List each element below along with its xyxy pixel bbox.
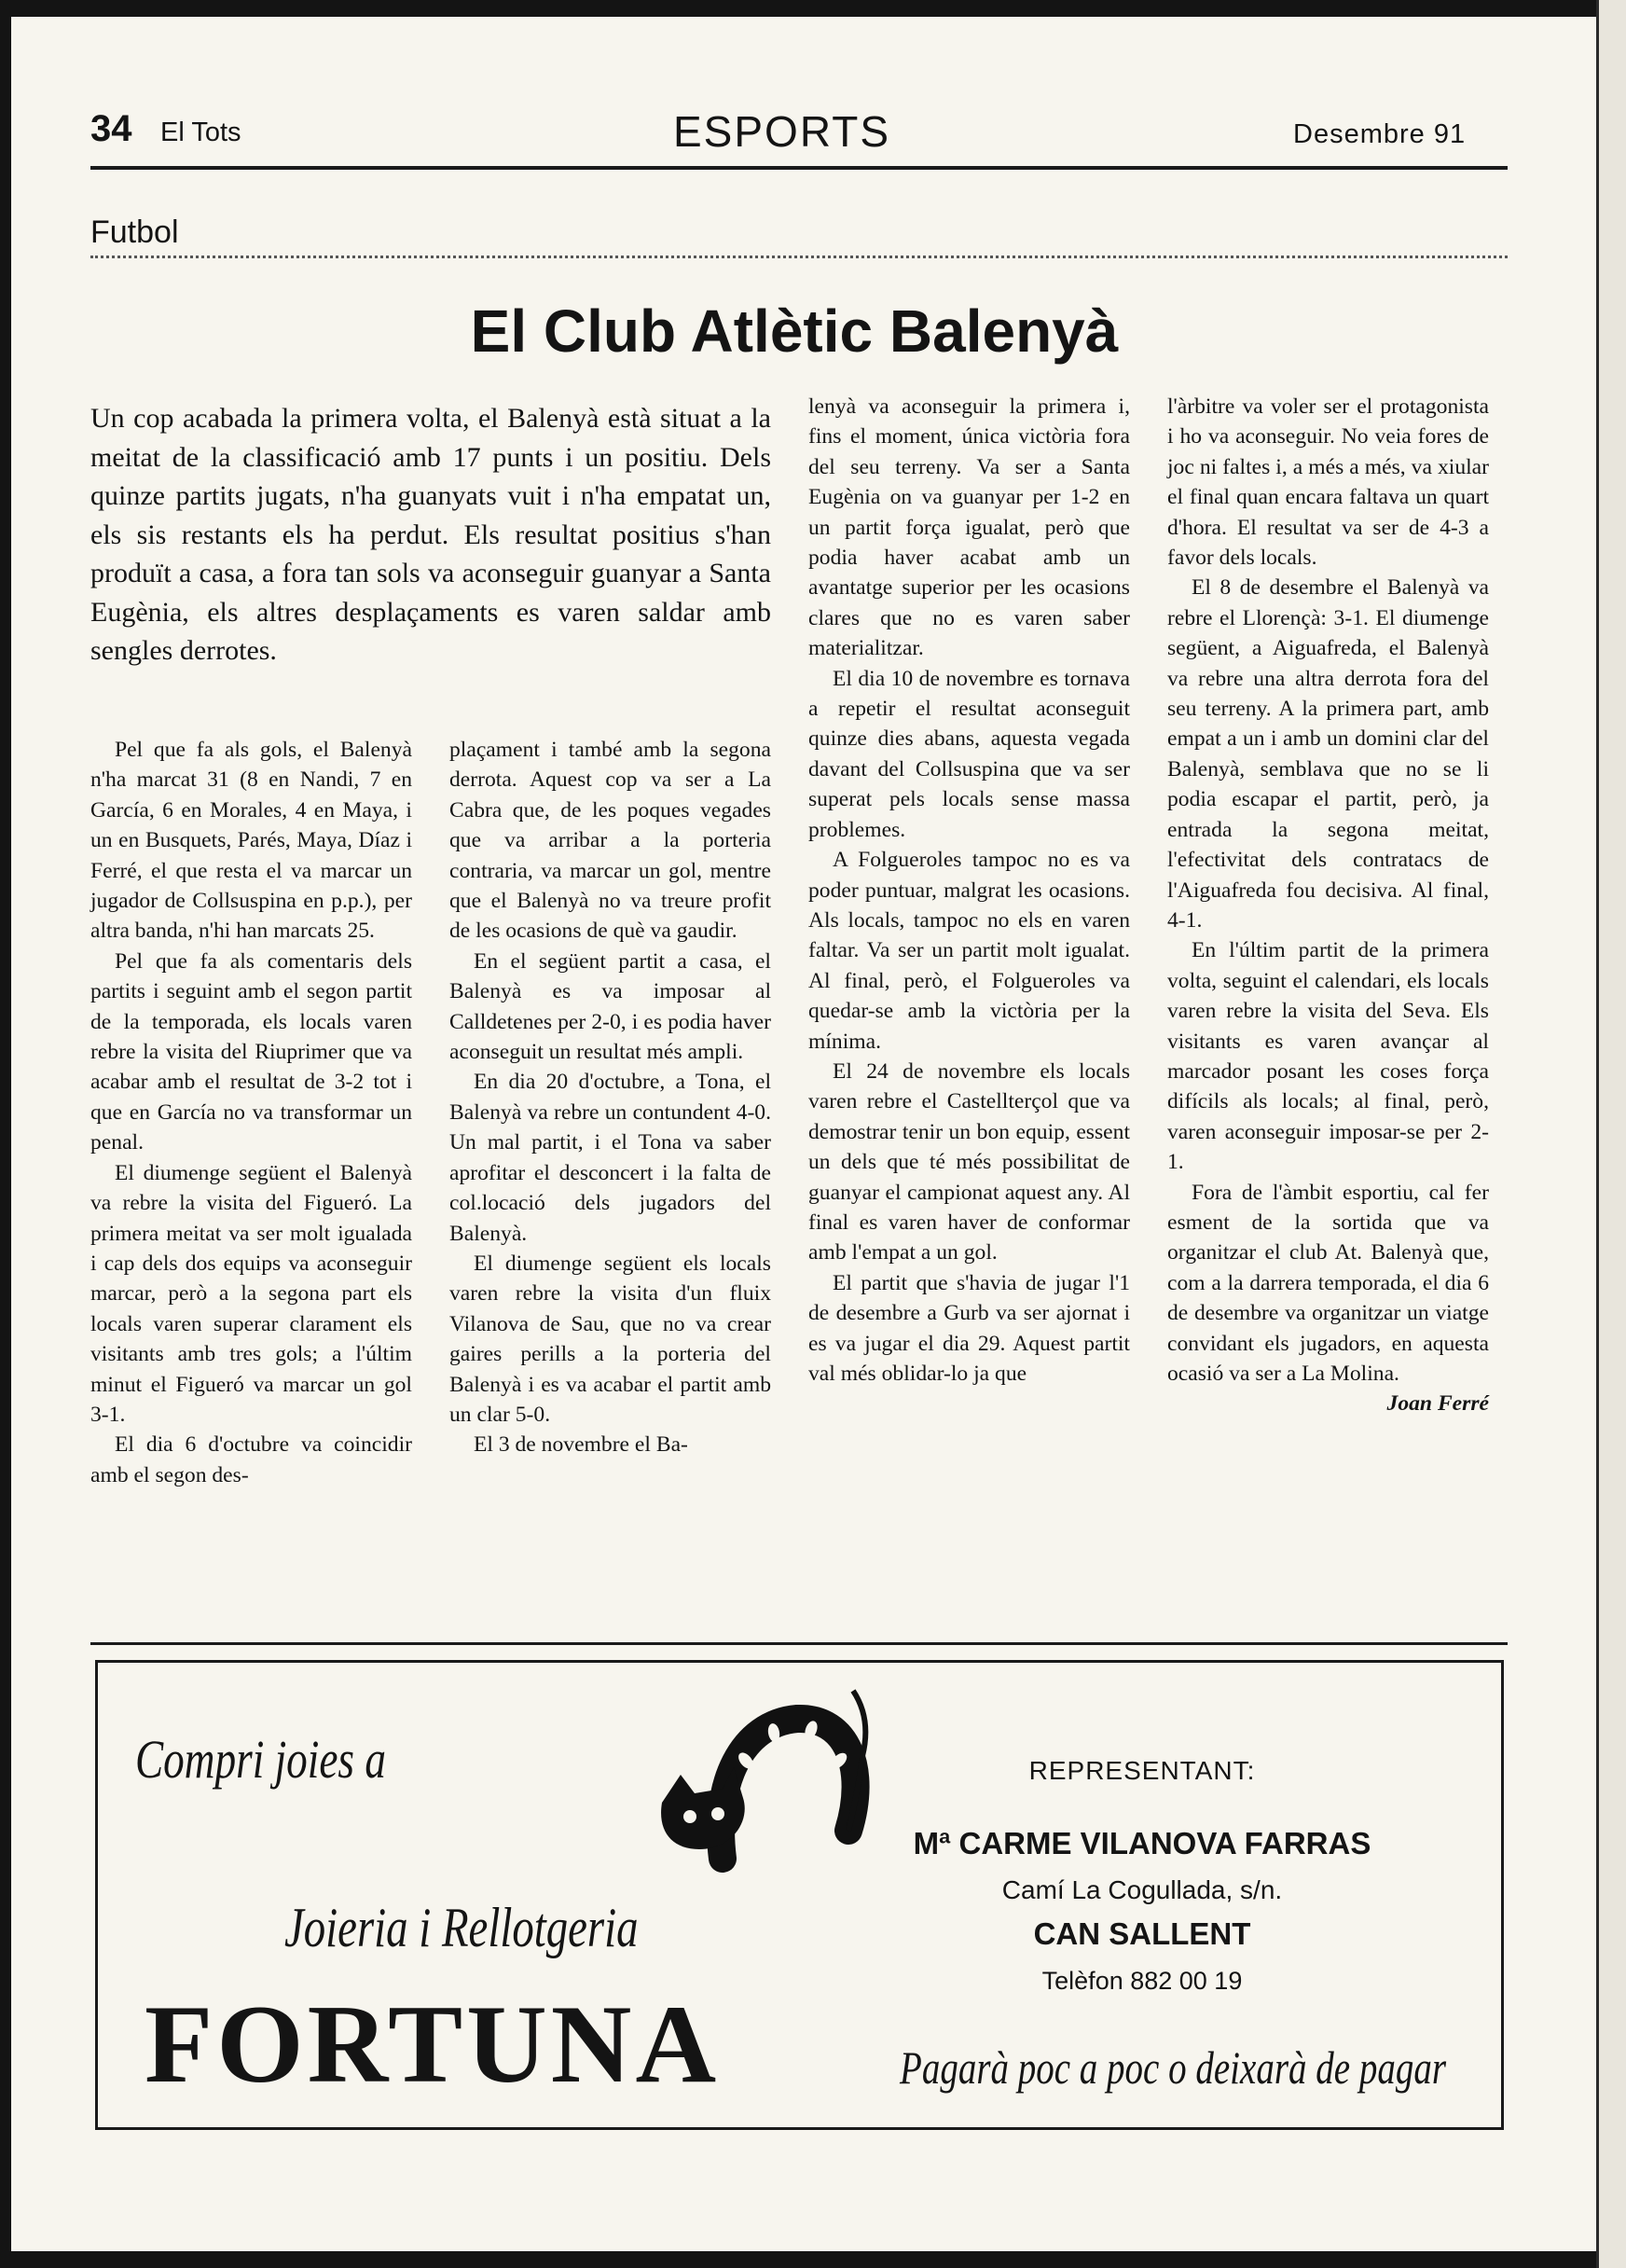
paragraph: El 24 de novembre els locals varen rebre el Castellterçol que va demostrar tenir un bon equip, essent un dels que té més possibilitat de guanyar el campionat aquest any. Al final es varen haver de conformar amb l'empat a un gol. — [808, 1058, 1130, 1265]
paragraph: El diumenge següent el Balenyà va rebre la visita del Figueró. La primera meitat va ser molt igualada i cap dels dos equips va aconseguir marcar, però a la segona part els locals varen superar clarament els visitants amb tres gols; a l'últim minut el Figueró va marcar un gol 3-1. — [90, 1160, 412, 1427]
ad-representative-name: Mª CARME VILANOVA FARRAS — [913, 1826, 1371, 1860]
next-page-edge — [1596, 0, 1626, 2268]
publication-name: El Tots — [160, 118, 241, 147]
paragraph: l'àrbitre va voler ser el protagonista i ho va aconseguir. No veia fores de joc ni faltes i, a més a més, va xiular el final quan encara faltava un quart d'hora. El resultat va ser de 4-3 a favor dels locals. — [1167, 394, 1489, 571]
article-column-3 — [808, 392, 1130, 1632]
paragraph: En l'últim partit de la primera volta, seguint el calendari, els locals varen rebre la visita del Seva. Els visitants es varen avançar al marcador posant les coses força difícils als locals; al final, però, varen aconseguir imposar-se per 2-1. — [1167, 938, 1489, 1175]
ad-address: Camí La Cogullada, s/n. — [1001, 1875, 1283, 1904]
ad-representative-label: REPRESENTANT: — [1028, 1756, 1256, 1785]
paragraph: El dia 10 de novembre es tornava a repetir el resultat aconseguit quinze dies abans, aquesta vegada davant del Collsuspina que va ser superat pels locals sense massa problemes. — [808, 666, 1130, 842]
issue-date: Desembre 91 — [1293, 119, 1467, 149]
paragraph: A Folgueroles tampoc no es va poder puntuar, malgrat les ocasions. Als locals, tampoc no els en varen faltar. Va ser un partit molt igualat. Al final, però, el Folgueroles va quedar-se amb la victòria per la mínima. — [808, 848, 1130, 1054]
ad-shop-type: Joieria i Rellotgeria — [284, 1897, 639, 1958]
paragraph: En dia 20 d'octubre, a Tona, el Balenyà va rebre un contundent 4-0. Un mal partit, i el Tona va saber aprofitar el desconcert i la falta de col.locació dels jugadors del Balenyà. — [449, 1070, 771, 1246]
paragraph: El dia 6 d'octubre va coincidir amb el segon des- — [90, 1432, 412, 1487]
paragraph: En el següent partit a casa, el Balenyà es va imposar al Calldetenes per 2-0, i es podia haver aconseguit un resultat més ampli. — [449, 948, 771, 1065]
section-title: ESPORTS — [673, 107, 890, 156]
subsection-label: Futbol — [90, 214, 179, 250]
advertisement — [95, 1660, 1504, 2130]
article-column-2 — [449, 735, 771, 1460]
cat-logo-icon — [657, 1681, 872, 1877]
paragraph: El 3 de novembre el Ba- — [473, 1432, 688, 1458]
paragraph: El partit que s'havia de jugar l'1 de desembre a Gurb va ser ajornat i es va jugar el dia 29. Aquest partit val més oblidar-lo ja que — [808, 1270, 1130, 1386]
ad-phone: Telèfon 882 00 19 — [1041, 1967, 1243, 1995]
paragraph: Fora de l'àmbit esportiu, cal fer esment de la sortida que va organitzar el club At. Balenyà que, com a la darrera temporada, el dia 6 de desembre va organitzar un viatge convidant els jugadors, en aquesta ocasió va ser a La Molina. — [1167, 1180, 1489, 1386]
paragraph: lenyà va aconseguir la primera i, fins el moment, única victòria fora del seu terreny. Va ser a Santa Eugènia on va guanyar per 1-2 en un partit força igualat, però que podia haver acabat amb un avantatge superior per les ocasions clares que no es varen saber materialitzar. — [808, 394, 1130, 661]
paragraph: El diumenge següent els locals varen rebre la visita d'un fluix Vilanova de Sau, que no va crear gaires perills a la porteria del Balenyà i es va acabar el partit amb un clar 5-0. — [449, 1251, 771, 1427]
paragraph: plaçament i també amb la segona derrota. Aquest cop va ser a La Cabra que, de les poques vegades que va arribar a la porteria contraria, va marcar un gol, mentre que el Balenyà no va treure profit de les ocasions de què va gaudir. — [449, 738, 771, 944]
page-number: 34 — [90, 108, 132, 149]
article-column-1 — [90, 735, 412, 1490]
ad-brand-name: FORTUNA — [145, 1982, 721, 2106]
ad-slogan: Pagarà poc a poc o deixarà de pagar — [900, 2041, 1446, 2094]
bottom-rule — [90, 1642, 1508, 1645]
article-author: Joan Ferré — [1386, 1391, 1489, 1417]
article-column-4 — [1167, 392, 1489, 1632]
article-title: El Club Atlètic Balenyà — [470, 297, 1119, 365]
article-lead: Un cop acabada la primera volta, el Balenyà està situat a la meitat de la classificació amb 17 punts i un positiu. Dels quinze partits jugats, n'ha guanyats vuit i n'ha empatat un, els sis restants els ha perdut. Els resultat positius s'han produït a casa, a fora tan sols va aconseguir guanyar a Santa Eugènia, els altres desplaçaments es varen saldar amb sengles derrotes. — [90, 403, 771, 666]
paragraph: Pel que fa als comentaris dels partits i seguint amb el segon partit de la temporada, els locals varen rebre la visita del Riuprimer que va acabar amb el resultat de 3-2 tot i que en García no va transformar un penal. — [90, 948, 412, 1155]
ad-place: CAN SALLENT — [1033, 1916, 1251, 1951]
ad-tagline: Compri joies a — [135, 1729, 386, 1790]
paragraph: El 8 de desembre el Balenyà va rebre el Llorençà: 3-1. El diumenge següent, a Aiguafreda, el Balenyà va rebre una altra derrota fora del seu terreny. A la primera part, amb empat a un i amb un domini clar del Balenyà, semblava que no se li podia escapar el partit, però, ja entrada la segona meitat, l'efectivitat dels contratacs de l'Aiguafreda fou decisiva. Al final, 4-1. — [1167, 575, 1489, 933]
dotted-divider — [90, 256, 1508, 258]
magazine-page — [11, 17, 1596, 2251]
paragraph: Pel que fa als gols, el Balenyà n'ha marcat 31 (8 en Nandi, 7 en García, 6 en Morales, 4 en Maya, i un en Busquets, Parés, Maya, Díaz i Ferré, el que resta el va marcar un jugador de Collsuspina en p.p.), per altra banda, n'hi han marcats 25. — [90, 738, 412, 944]
header-rule — [90, 166, 1508, 170]
